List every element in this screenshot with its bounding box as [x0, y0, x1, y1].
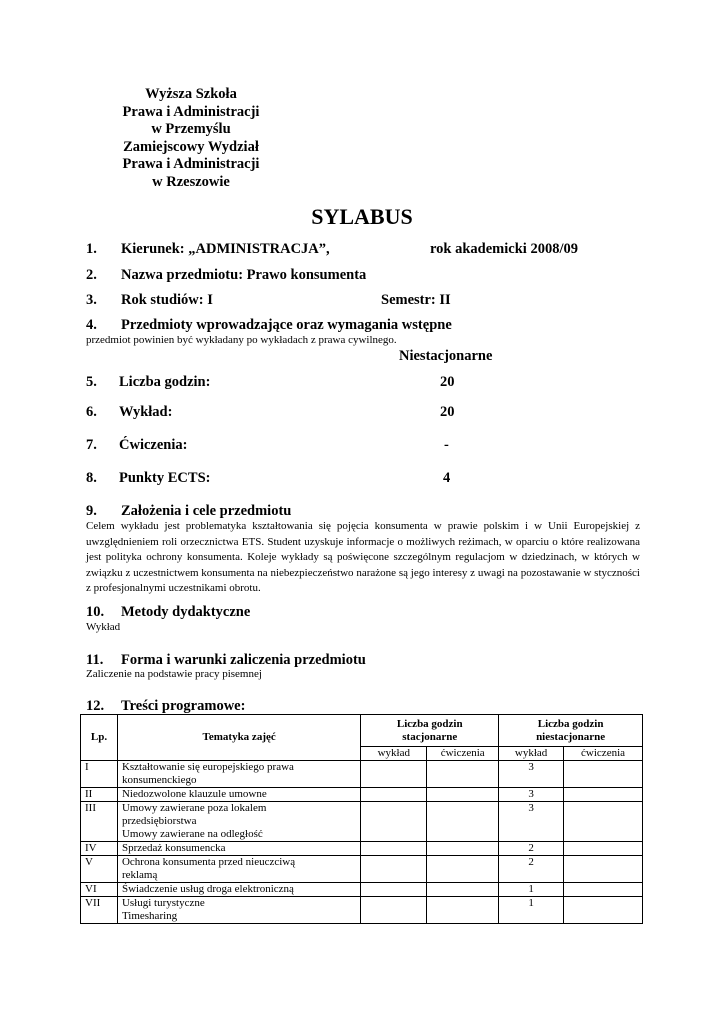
- stationary-lecture-cell: [361, 802, 427, 842]
- topic-line: Umowy zawierane na odległość: [121, 828, 263, 840]
- academic-year: rok akademicki 2008/09: [430, 241, 578, 257]
- nonstationary-header-line1: Liczba godzin: [537, 717, 604, 730]
- section-12-label: Treści programowe:: [121, 698, 246, 714]
- section-9-number: 9.: [86, 503, 97, 519]
- section-6-label: Wykład:: [119, 404, 173, 420]
- lecture-hours-value: 20: [440, 404, 455, 420]
- stationary-exercises-cell: [427, 842, 499, 856]
- topic-line: konsumenckiego: [121, 774, 197, 786]
- table-row: [81, 883, 643, 897]
- section-6-number: 6.: [86, 404, 97, 420]
- section-1-label: Kierunek: „ADMINISTRACJA”,: [121, 241, 330, 257]
- table-row: [81, 842, 643, 856]
- exercise-hours-value: -: [444, 437, 449, 453]
- row-lp: VII: [81, 897, 118, 924]
- institution-line: w Rzeszowie: [152, 173, 230, 190]
- section-4-number: 4.: [86, 317, 97, 333]
- topic-line: Świadczenie usług droga elektroniczną: [121, 883, 294, 895]
- stationary-exercises-cell: [427, 883, 499, 897]
- row-lp: IV: [81, 842, 118, 856]
- section-2-label: Nazwa przedmiotu: Prawo konsumenta: [121, 267, 367, 283]
- row-topic: [117, 802, 360, 842]
- row-lp: V: [81, 856, 118, 883]
- stationary-exercises-cell: [427, 802, 499, 842]
- total-hours-value: 20: [440, 374, 455, 390]
- table-row: [81, 802, 643, 842]
- nonstationary-header-line2: niestacjonarne: [536, 730, 606, 743]
- nonstationary-hours-header: [499, 715, 643, 747]
- study-mode-header: Niestacjonarne: [399, 348, 493, 364]
- stationary-exercises-cell: [427, 788, 499, 802]
- nonstationary-lecture-cell: 2: [499, 856, 564, 883]
- section-3-number: 3.: [86, 292, 97, 308]
- table-row: [81, 856, 643, 883]
- section-8-label: Punkty ECTS:: [119, 470, 211, 486]
- nonstationary-exercises-cell: [564, 856, 643, 883]
- institution-line: Wyższa Szkoła: [145, 86, 237, 102]
- row-topic: [117, 788, 360, 802]
- nonstationary-lecture-cell: 1: [499, 897, 564, 924]
- topic-line: Sprzedaż konsumencka: [121, 842, 226, 854]
- topic-line: Kształtowanie się europejskiego prawa: [121, 761, 294, 773]
- table-row: [81, 761, 643, 788]
- section-4-label: Przedmioty wprowadzające oraz wymagania wstępne: [121, 317, 452, 333]
- section-10-number: 10.: [86, 604, 105, 620]
- topic-line: Ochrona konsumenta przed nieuczciwą: [121, 856, 296, 868]
- row-topic: [117, 897, 360, 924]
- stationary-lecture-cell: [361, 761, 427, 788]
- nonstationary-exercises-cell: [564, 761, 643, 788]
- nonstationary-lecture-cell: 3: [499, 788, 564, 802]
- stationary-header-line1: Liczba godzin: [396, 717, 463, 730]
- nonstationary-exercises-cell: [564, 897, 643, 924]
- nonstationary-exercises-cell: [564, 842, 643, 856]
- stationary-lecture-cell: [361, 842, 427, 856]
- row-lp: II: [81, 788, 118, 802]
- institution-line: Prawa i Administracji: [122, 156, 260, 173]
- nonstationary-lecture-cell: 2: [499, 842, 564, 856]
- nonstationary-exercises-header: ćwiczenia: [564, 747, 643, 761]
- nonstationary-lecture-cell: 1: [499, 883, 564, 897]
- topic-line: Umowy zawierane poza lokalem: [121, 802, 267, 814]
- section-11-text: Zaliczenie na podstawie pracy pisemnej: [86, 668, 262, 680]
- document-title: SYLABUS: [311, 204, 413, 229]
- section-12-number: 12.: [86, 698, 105, 714]
- section-11-label: Forma i warunki zaliczenia przedmiotu: [121, 652, 366, 668]
- section-5-label: Liczba godzin:: [119, 374, 211, 390]
- section-10-text: Wykład: [86, 621, 121, 633]
- stationary-hours-header: [361, 715, 499, 747]
- institution-header: [106, 86, 276, 192]
- section-10-label: Metody dydaktyczne: [121, 604, 251, 620]
- ects-value: 4: [443, 470, 451, 486]
- section-8-number: 8.: [86, 470, 97, 486]
- topic-line: przedsiębiorstwa: [121, 815, 197, 827]
- nonstationary-exercises-cell: [564, 802, 643, 842]
- lp-header: Lp.: [81, 715, 118, 761]
- section-11-number: 11.: [86, 652, 104, 668]
- section-7-label: Ćwiczenia:: [119, 437, 188, 453]
- table-row: [81, 897, 643, 924]
- stationary-header-line2: stacjonarne: [402, 730, 458, 743]
- stationary-lecture-cell: [361, 856, 427, 883]
- section-2-number: 2.: [86, 267, 97, 283]
- nonstationary-exercises-cell: [564, 788, 643, 802]
- institution-line: w Przemyślu: [151, 121, 231, 138]
- row-topic: [117, 883, 360, 897]
- section-3-label: Rok studiów: I: [121, 292, 213, 308]
- row-lp: III: [81, 802, 118, 842]
- section-4-text: przedmiot powinien być wykładany po wykładach z prawa cywilnego.: [86, 334, 397, 346]
- section-1-number: 1.: [86, 241, 97, 257]
- topic-line: Niedozwolone klauzule umowne: [121, 788, 267, 800]
- stationary-lecture-cell: [361, 788, 427, 802]
- topic-line: Usługi turystyczne: [121, 897, 205, 909]
- topic-line: reklamą: [121, 869, 158, 881]
- institution-line: Prawa i Administracji: [122, 103, 260, 120]
- section-9-label: Założenia i cele przedmiotu: [121, 503, 292, 519]
- stationary-exercises-cell: [427, 761, 499, 788]
- stationary-exercises-cell: [427, 856, 499, 883]
- table-row: [81, 788, 643, 802]
- section-9-text: Celem wykładu jest problematyka kształtowania się pojęcia konsumenta w prawie polskim i w Unii Europejskiej z uwzględnieniem roli orzecznictwa ETS. Student uzyskuje informacje o możliwych reżimach, w oparciu o które realizowana jest polityka ochrony konsumenta. Koleje wykłady są poświęcone szczególnym regulacjom w dziedzinach, w których w związku z uczestnictwem konsumenta na niebezpieczeństwo narażone są jego interesy z uwagi na pozostawanie w styczności z profesjonalnymi uczestnikami obrotu.: [86, 520, 640, 595]
- section-5-number: 5.: [86, 374, 97, 390]
- nonstationary-lecture-header: wykład: [499, 747, 564, 761]
- row-topic: [117, 856, 360, 883]
- section-7-number: 7.: [86, 437, 97, 453]
- program-table: [80, 714, 643, 924]
- stationary-exercises-header: ćwiczenia: [427, 747, 499, 761]
- nonstationary-lecture-cell: 3: [499, 761, 564, 788]
- row-lp: VI: [81, 883, 118, 897]
- nonstationary-lecture-cell: 3: [499, 802, 564, 842]
- stationary-lecture-cell: [361, 883, 427, 897]
- row-topic: [117, 761, 360, 788]
- stationary-lecture-cell: [361, 897, 427, 924]
- stationary-exercises-cell: [427, 897, 499, 924]
- topic-line: Timesharing: [121, 910, 178, 922]
- topic-header: Tematyka zajęć: [117, 715, 360, 761]
- row-topic: [117, 842, 360, 856]
- row-lp: I: [81, 761, 118, 788]
- stationary-lecture-header: wykład: [361, 747, 427, 761]
- semester: Semestr: II: [381, 292, 451, 308]
- nonstationary-exercises-cell: [564, 883, 643, 897]
- institution-line: Zamiejscowy Wydział: [123, 138, 259, 155]
